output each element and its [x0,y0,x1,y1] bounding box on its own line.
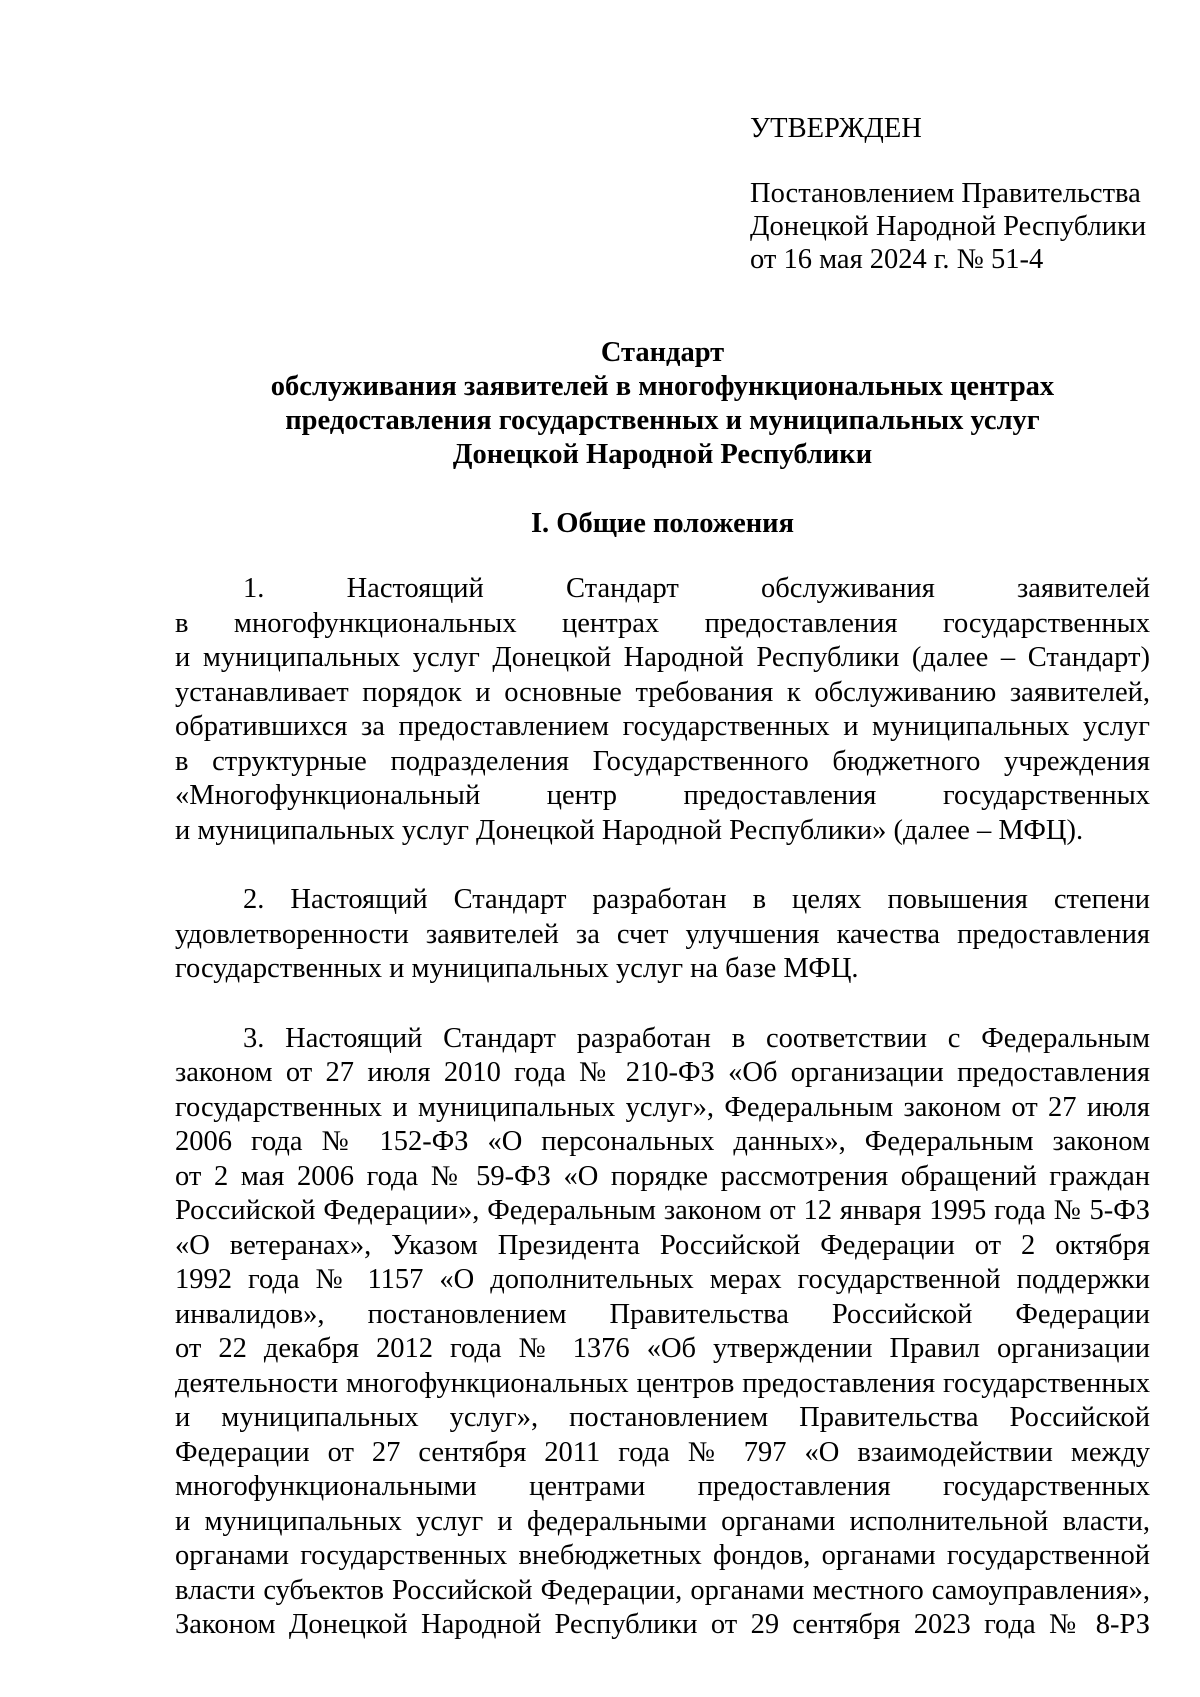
title-line: Стандарт [600,337,725,368]
paragraph-line: законом от 27 июля 2010 года № 210-ФЗ «Об организации предоставления [175,1057,1150,1088]
paragraph-line: и муниципальных услуг Донецкой Народной Республики (далее – Стандарт) [175,642,1150,673]
paragraph-line: 2006 года № 152-ФЗ «О персональных данных», Федеральным законом [175,1126,1150,1157]
approval-line: Постановлением Правительства [750,178,1141,209]
approval-line: от 16 мая 2024 г. № 51-4 [750,244,1044,275]
paragraph-line: и муниципальных услуг и федеральными органами исполнительной власти, [175,1505,1150,1537]
paragraph-line: устанавливает порядок и основные требования к обслуживанию заявителей, [175,676,1150,708]
approval-line: Донецкой Народной Республики [750,211,1147,242]
paragraph-line: 2. Настоящий Стандарт разработан в целях повышения степени [243,884,1150,915]
paragraph-line: Федерации от 27 сентября 2011 года № 797 «О взаимодействии между [175,1436,1150,1468]
document-body [175,572,1150,1678]
paragraph-line: многофункциональными центрами предоставления государственных [175,1471,1150,1502]
paragraph [175,883,1150,987]
paragraph-line: государственных и муниципальных услуг на базе МФЦ. [175,953,859,984]
paragraph-line: деятельности многофункциональных центров предоставления государственных [175,1367,1150,1399]
paragraph-line: «Многофункциональный центр предоставления государственных [175,780,1150,811]
approval-block [750,112,1150,276]
paragraph-line: от 22 декабря 2012 года № 1376 «Об утверждении Правил организации [175,1333,1150,1364]
paragraph-line: Законом Донецкой Народной Республики от 29 сентября 2023 года № 8-РЗ [175,1609,1150,1640]
paragraph-line: и муниципальных услуг», постановлением Правительства Российской [175,1402,1150,1433]
paragraph-line: «О ветеранах», Указом Президента Российской Федерации от 2 октября [175,1229,1150,1261]
approval-stamp: УТВЕРЖДЕН [750,113,922,144]
title-line: Донецкой Народной Республики [452,439,873,470]
paragraph [175,1022,1150,1643]
paragraph-line: и муниципальных услуг Донецкой Народной Республики» (далее – МФЦ). [175,814,1084,846]
paragraph-line: государственных и муниципальных услуг», Федеральным законом от 27 июля [175,1091,1150,1123]
paragraph-line: в структурные подразделения Государственного бюджетного учреждения [175,745,1150,777]
title-line: предоставления государственных и муниципальных услуг [285,405,1040,436]
paragraph-line: власти субъектов Российской Федерации, органами местного самоуправления», [175,1574,1150,1606]
paragraph [175,572,1150,848]
paragraph-line: Российской Федерации», Федеральным законом от 12 января 1995 года № 5-ФЗ [175,1195,1150,1226]
paragraph-line: 3. Настоящий Стандарт разработан в соответствии с Федеральным [243,1022,1150,1054]
section-heading: I. Общие положения [530,508,795,539]
title-line: обслуживания заявителей в многофункциональных центрах [270,371,1055,402]
paragraph-line: удовлетворенности заявителей за счет улучшения качества предоставления [175,918,1150,950]
paragraph-line: 1992 года № 1157 «О дополнительных мерах государственной поддержки [175,1264,1150,1295]
paragraph-line: органами государственных внебюджетных фондов, органами государственной [175,1540,1150,1571]
paragraph-line: 1. Настоящий Стандарт обслуживания заявителей [243,573,1150,604]
paragraph-line: в многофункциональных центрах предоставления государственных [175,607,1150,639]
paragraph-line: обратившихся за предоставлением государственных и муниципальных услуг [175,711,1150,742]
paragraph-line: инвалидов», постановлением Правительства Российской Федерации [175,1298,1150,1330]
document-title [175,336,1150,472]
paragraph-line: от 2 мая 2006 года № 59-ФЗ «О порядке рассмотрения обращений граждан [175,1160,1150,1192]
